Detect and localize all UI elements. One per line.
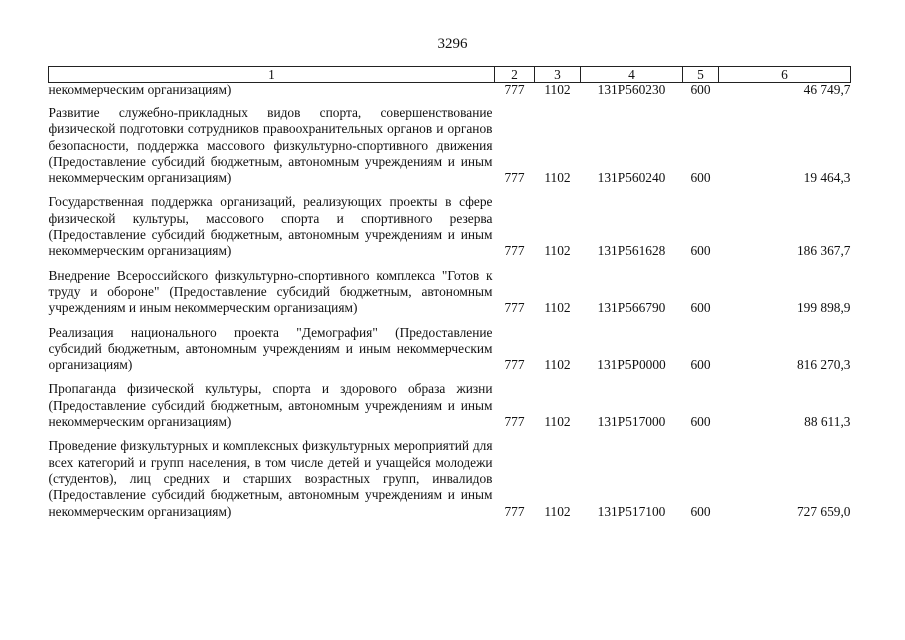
table-row [49, 105, 851, 186]
row-spacer [49, 373, 851, 381]
row-vr: 600 [690, 357, 711, 373]
header-cell-name: 1 [49, 67, 495, 83]
row-vr: 600 [690, 170, 711, 186]
row-vr: 600 [690, 243, 711, 259]
row-grbs: 777 [504, 82, 525, 97]
row-amount: 199 898,9 [796, 300, 851, 316]
header-cell-grbs: 2 [495, 67, 535, 83]
header-cell-csr: 4 [581, 67, 683, 83]
row-spacer [49, 260, 851, 268]
row-name: некоммерческим организациям) [48, 82, 232, 97]
row-csr: 131P561628 [597, 243, 666, 259]
table-row [49, 325, 851, 374]
header-row [49, 67, 851, 83]
row-amount: 19 464,3 [803, 170, 851, 186]
row-vr: 600 [690, 82, 711, 97]
table-row [49, 194, 851, 259]
row-name: Развитие служебно-прикладных видов спорта, совершенствование физической подготовки сотрудников правоохранительных органов и органов безопасности, поддержка массового физкультурно-спортивного движения (Предоставление субсидий бюджетным, автономным учреждениям и иным некоммерческим организациям) [48, 105, 493, 186]
table-row [49, 438, 851, 519]
row-section: 1102 [544, 170, 571, 186]
row-csr: 131P5P0000 [597, 357, 666, 373]
row-amount: 816 270,3 [796, 357, 851, 373]
row-name: Государственная поддержка организаций, реализующих проекты в сфере физической культуры, массового спорта и спортивного резерва (Предоставление субсидий бюджетным, автономным учреждениям и иным некоммерческим организациям) [48, 194, 493, 259]
header-cell-vr: 5 [683, 67, 719, 83]
row-spacer [49, 97, 851, 105]
row-section: 1102 [544, 503, 571, 519]
row-section: 1102 [544, 357, 571, 373]
row-name: Пропаганда физической культуры, спорта и здорового образа жизни (Предоставление субсидий бюджетным, автономным учреждениям и иным некоммерческим организациям) [48, 381, 493, 430]
budget-table [48, 66, 851, 520]
row-amount: 727 659,0 [796, 503, 851, 519]
row-amount: 46 749,7 [803, 82, 851, 97]
row-amount: 88 611,3 [804, 414, 851, 430]
row-vr: 600 [690, 503, 711, 519]
row-name: Проведение физкультурных и комплексных физкультурных мероприятий для всех категорий и групп населения, в том числе детей и учащейся молодежи (студентов), лиц средних и старших возрастных групп, инвалидов (Предоставление субсидий бюджетным, автономным учреждениям и иным некоммерческим организациям) [48, 438, 493, 519]
row-vr: 600 [690, 300, 711, 316]
table-row [49, 268, 851, 317]
row-spacer [49, 317, 851, 325]
table-row [49, 381, 851, 430]
row-name: Реализация национального проекта "Демография" (Предоставление субсидий бюджетным, автономным учреждениям и иным некоммерческим организациям) [48, 324, 493, 373]
row-grbs: 777 [504, 170, 525, 186]
row-csr: 131P560230 [597, 82, 666, 97]
row-grbs: 777 [504, 243, 525, 259]
row-grbs: 777 [504, 300, 525, 316]
row-spacer [49, 186, 851, 194]
row-csr: 131P517100 [597, 503, 666, 519]
row-section: 1102 [544, 414, 571, 430]
row-csr: 131P566790 [597, 300, 666, 316]
table-row-continuation [49, 83, 851, 98]
row-vr: 600 [690, 414, 711, 430]
row-section: 1102 [544, 243, 571, 259]
row-grbs: 777 [504, 503, 525, 519]
row-csr: 131P560240 [597, 170, 666, 186]
row-amount: 186 367,7 [796, 243, 851, 259]
row-csr: 131P517000 [597, 414, 666, 430]
header-cell-section: 3 [535, 67, 581, 83]
row-spacer [49, 430, 851, 438]
row-section: 1102 [544, 300, 571, 316]
row-section: 1102 [544, 82, 571, 97]
row-grbs: 777 [504, 414, 525, 430]
row-name: Внедрение Всероссийского физкультурно-спортивного комплекса "Готов к труду и обороне" (Предоставление субсидий бюджетным, автономным учреждениям и иным некоммерческим организациям) [48, 267, 493, 316]
header-cell-amount: 6 [719, 67, 851, 83]
row-grbs: 777 [504, 357, 525, 373]
page-number: 3296 [437, 36, 468, 52]
